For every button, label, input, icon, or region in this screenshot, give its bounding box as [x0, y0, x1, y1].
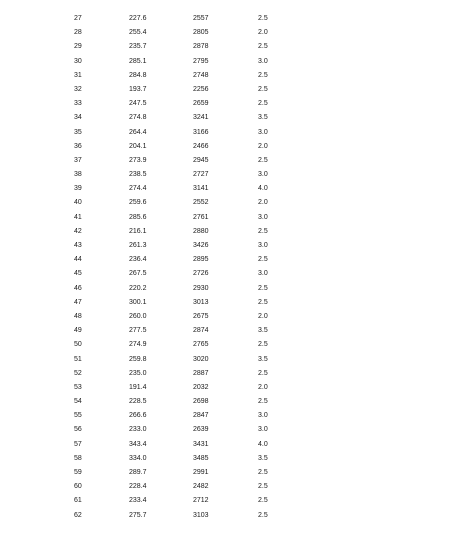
- table-cell: 3103: [193, 511, 209, 519]
- table-cell: 236.4: [129, 256, 147, 264]
- table-row: [0, 12, 474, 26]
- table-cell: 3.5: [258, 327, 268, 335]
- table-cell: 62: [74, 511, 82, 519]
- table-row: [0, 211, 474, 225]
- table-row: [0, 40, 474, 54]
- table-cell: 2874: [193, 327, 209, 335]
- table-cell: 2880: [193, 227, 209, 235]
- table-cell: 267.5: [129, 270, 147, 278]
- table-cell: 259.6: [129, 199, 147, 207]
- table-cell: 2.5: [258, 341, 268, 349]
- table-cell: 36: [74, 142, 82, 150]
- table-cell: 3.0: [258, 57, 268, 65]
- table-cell: 55: [74, 412, 82, 420]
- table-cell: 343.4: [129, 440, 147, 448]
- table-row: [0, 310, 474, 324]
- table-cell: 29: [74, 43, 82, 51]
- table-row: [0, 168, 474, 182]
- table-cell: 334.0: [129, 454, 147, 462]
- table-cell: 28: [74, 29, 82, 37]
- table-cell: 259.8: [129, 355, 147, 363]
- table-cell: 59: [74, 469, 82, 476]
- table-cell: 3.0: [258, 242, 268, 249]
- table-cell: 233.0: [129, 426, 147, 434]
- table-cell: 3166: [193, 128, 209, 136]
- table-cell: 3.0: [258, 213, 268, 221]
- table-cell: 37: [74, 156, 82, 164]
- table-cell: 300.1: [129, 298, 147, 306]
- table-cell: 2557: [193, 15, 209, 22]
- table-row: [0, 324, 474, 338]
- table-cell: 266.6: [129, 412, 147, 420]
- table-cell: 255.4: [129, 29, 147, 37]
- table-cell: 57: [74, 440, 82, 448]
- table-row: [0, 409, 474, 423]
- table-row: [0, 296, 474, 310]
- table-cell: 38: [74, 171, 82, 179]
- table-cell: 2847: [193, 412, 209, 420]
- table-cell: 2.5: [258, 227, 268, 235]
- table-cell: 56: [74, 426, 82, 434]
- table-cell: 2712: [193, 497, 209, 505]
- table-cell: 43: [74, 242, 82, 249]
- table-cell: 61: [74, 497, 82, 505]
- table-cell: 2.0: [258, 29, 268, 37]
- table-cell: 3.0: [258, 171, 268, 179]
- table-cell: 3.5: [258, 454, 268, 462]
- table-cell: 47: [74, 298, 82, 306]
- table-cell: 216.1: [129, 227, 147, 235]
- table-cell: 228.4: [129, 483, 147, 491]
- table-cell: 4.0: [258, 185, 268, 193]
- table-row: [0, 182, 474, 196]
- table-cell: 2805: [193, 29, 209, 37]
- table-cell: 58: [74, 454, 82, 462]
- table-cell: 2698: [193, 398, 209, 406]
- table-cell: 274.8: [129, 114, 147, 122]
- table-cell: 3141: [193, 185, 209, 193]
- table-row: [0, 282, 474, 296]
- table-cell: 2466: [193, 142, 209, 150]
- table-cell: 3.0: [258, 426, 268, 434]
- table-cell: 2.5: [258, 15, 268, 22]
- table-cell: 44: [74, 256, 82, 264]
- table-cell: 34: [74, 114, 82, 122]
- table-cell: 49: [74, 327, 82, 335]
- table-cell: 51: [74, 355, 82, 363]
- table-cell: 2032: [193, 383, 209, 391]
- table-row: [0, 395, 474, 409]
- table-cell: 54: [74, 398, 82, 406]
- table-cell: 2639: [193, 426, 209, 434]
- table-cell: 3.0: [258, 412, 268, 420]
- table-cell: 3.5: [258, 114, 268, 122]
- table-cell: 53: [74, 383, 82, 391]
- table-cell: 45: [74, 270, 82, 278]
- table-cell: 4.0: [258, 440, 268, 448]
- table-cell: 2659: [193, 100, 209, 108]
- table-row: [0, 267, 474, 281]
- table-row: [0, 494, 474, 508]
- table-row: [0, 353, 474, 367]
- table-row: [0, 83, 474, 97]
- table-cell: 2795: [193, 57, 209, 65]
- table-cell: 274.4: [129, 185, 147, 193]
- table-cell: 2.0: [258, 199, 268, 207]
- table-cell: 2.5: [258, 369, 268, 377]
- table-cell: 233.4: [129, 497, 147, 505]
- table-cell: 30: [74, 57, 82, 65]
- table-cell: 46: [74, 284, 82, 292]
- table-cell: 191.4: [129, 383, 147, 391]
- table-cell: 2.5: [258, 156, 268, 164]
- table-cell: 238.5: [129, 171, 147, 179]
- table-cell: 2.5: [258, 469, 268, 476]
- table-cell: 235.7: [129, 43, 147, 51]
- table-cell: 35: [74, 128, 82, 136]
- table-row: [0, 126, 474, 140]
- table-cell: 2878: [193, 43, 209, 51]
- table-cell: 32: [74, 85, 82, 93]
- table-cell: 2552: [193, 199, 209, 207]
- table-cell: 2887: [193, 369, 209, 377]
- table-cell: 50: [74, 341, 82, 349]
- table-cell: 2748: [193, 71, 209, 79]
- table-cell: 41: [74, 213, 82, 221]
- table-cell: 2930: [193, 284, 209, 292]
- table-row: [0, 225, 474, 239]
- table-cell: 273.9: [129, 156, 147, 164]
- table-cell: 2726: [193, 270, 209, 278]
- table-cell: 3431: [193, 440, 209, 448]
- table-row: [0, 97, 474, 111]
- table-cell: 2.5: [258, 298, 268, 306]
- table-cell: 2727: [193, 171, 209, 179]
- table-cell: 3485: [193, 454, 209, 462]
- table-cell: 2.5: [258, 43, 268, 51]
- table-cell: 220.2: [129, 284, 147, 292]
- table-row: [0, 466, 474, 480]
- table-row: [0, 26, 474, 40]
- table-cell: 285.1: [129, 57, 147, 65]
- table-cell: 31: [74, 71, 82, 79]
- table-cell: 247.5: [129, 100, 147, 108]
- table-cell: 2.5: [258, 100, 268, 108]
- table-cell: 60: [74, 483, 82, 491]
- table-row: [0, 253, 474, 267]
- table-cell: 284.8: [129, 71, 147, 79]
- table-row: [0, 140, 474, 154]
- table-cell: 2945: [193, 156, 209, 164]
- table-cell: 3.0: [258, 270, 268, 278]
- table-cell: 2.5: [258, 256, 268, 264]
- table-row: [0, 111, 474, 125]
- table-cell: 2761: [193, 213, 209, 221]
- table-cell: 2.5: [258, 398, 268, 406]
- table-cell: 39: [74, 185, 82, 193]
- table-cell: 228.5: [129, 398, 147, 406]
- table-cell: 2.0: [258, 142, 268, 150]
- table-cell: 33: [74, 100, 82, 108]
- table-row: [0, 480, 474, 494]
- table-cell: 42: [74, 227, 82, 235]
- table-cell: 2.5: [258, 284, 268, 292]
- table-row: [0, 154, 474, 168]
- table-cell: 3241: [193, 114, 209, 122]
- table-cell: 52: [74, 369, 82, 377]
- table-cell: 3020: [193, 355, 209, 363]
- table-cell: 2.5: [258, 497, 268, 505]
- table-cell: 3426: [193, 242, 209, 249]
- table-cell: 261.3: [129, 242, 147, 249]
- table-cell: 2256: [193, 85, 209, 93]
- data-table: [0, 12, 474, 523]
- table-row: [0, 239, 474, 253]
- table-row: [0, 381, 474, 395]
- table-row: [0, 367, 474, 381]
- table-row: [0, 338, 474, 352]
- table-row: [0, 438, 474, 452]
- table-cell: 227.6: [129, 15, 147, 22]
- table-cell: 274.9: [129, 341, 147, 349]
- table-cell: 2.5: [258, 71, 268, 79]
- table-row: [0, 423, 474, 437]
- table-cell: 2.0: [258, 312, 268, 320]
- table-cell: 289.7: [129, 469, 147, 476]
- table-cell: 275.7: [129, 511, 147, 519]
- table-cell: 2.0: [258, 383, 268, 391]
- table-row: [0, 55, 474, 69]
- table-cell: 235.0: [129, 369, 147, 377]
- table-cell: 2675: [193, 312, 209, 320]
- table-cell: 285.6: [129, 213, 147, 221]
- table-cell: 2895: [193, 256, 209, 264]
- table-cell: 3.0: [258, 128, 268, 136]
- table-row: [0, 69, 474, 83]
- table-cell: 48: [74, 312, 82, 320]
- table-cell: 3013: [193, 298, 209, 306]
- table-cell: 3.5: [258, 355, 268, 363]
- table-row: [0, 509, 474, 523]
- table-cell: 27: [74, 15, 82, 22]
- table-cell: 2482: [193, 483, 209, 491]
- table-cell: 2991: [193, 469, 209, 476]
- table-cell: 2.5: [258, 483, 268, 491]
- table-cell: 2.5: [258, 511, 268, 519]
- table-cell: 277.5: [129, 327, 147, 335]
- table-row: [0, 452, 474, 466]
- table-cell: 193.7: [129, 85, 147, 93]
- table-cell: 260.0: [129, 312, 147, 320]
- table-cell: 2765: [193, 341, 209, 349]
- table-cell: 204.1: [129, 142, 147, 150]
- table-cell: 2.5: [258, 85, 268, 93]
- table-cell: 40: [74, 199, 82, 207]
- table-row: [0, 196, 474, 210]
- table-cell: 264.4: [129, 128, 147, 136]
